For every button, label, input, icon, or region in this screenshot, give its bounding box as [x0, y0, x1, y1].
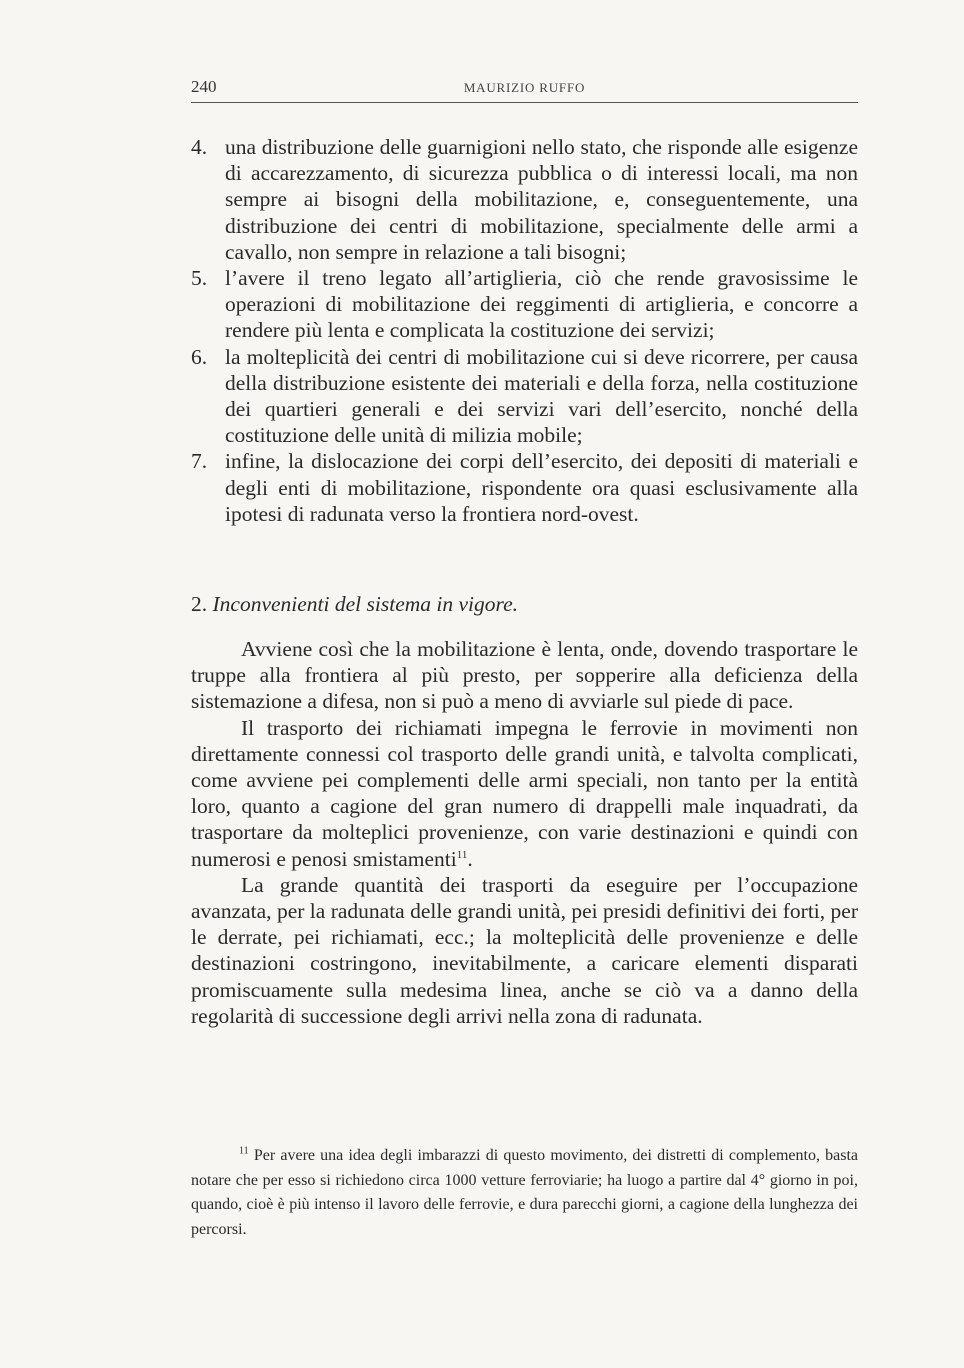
running-head: MAURIZIO RUFFO	[463, 80, 586, 95]
section-number: 2.	[191, 592, 208, 616]
list-text: una distribuzione delle guarnigioni nello stato, che risponde alle esigenze di accarezzamento, di sicurezza pubblica o di interessi locali, ma non sempre ai bisogni della mobilitazione, e, conseguentemente, una distribuzione dei centri di mobilitazione, specialmente delle armi a cavallo, non sempre in relazione a tali bisogni;	[225, 135, 858, 264]
list-number: 7.	[191, 449, 208, 474]
footnote-reference: 11	[456, 848, 468, 861]
list-item	[191, 448, 858, 527]
section-title: Inconvenienti del sistema in vigore.	[212, 592, 518, 616]
list-text: l’avere il treno legato all’artiglieria, ciò che rende gravosissime le operazioni di mobilitazione dei reggimenti di artiglieria, e concorre a rendere più lenta e complicata la costituzione dei servizi;	[225, 266, 858, 343]
paragraph-text: Il trasporto dei richiamati impegna le ferrovie in movimenti non direttamente connessi col trasporto delle grandi unità, e talvolta complicati, come avviene pei complementi delle armi speciali, non tanto per la entità loro, quanto a cagione del gran numero di drappelli male inquadrati, da trasportare da molteplici provenienze, con varie destinazioni e quindi con numerosi e penosi smistamenti	[191, 715, 858, 871]
paragraph	[191, 715, 858, 872]
page-header	[191, 76, 858, 103]
section-heading	[191, 591, 858, 617]
paragraph-end: .	[467, 846, 473, 871]
list-text: infine, la dislocazione dei corpi dell’esercito, dei depositi di materiali e degli enti di mobilitazione, rispondente ora quasi esclusivamente alla ipotesi di radunata verso la frontiera nord-ovest.	[225, 449, 858, 526]
footnote-mark: 11	[239, 1145, 249, 1157]
list-item	[191, 265, 858, 344]
list-item	[191, 344, 858, 449]
footnote	[191, 1144, 858, 1242]
paragraph: Avviene così che la mobilitazione è lenta, onde, dovendo trasportare le truppe alla frontiera al più presto, per sopperire alla deficienza della sistemazione a difesa, non si può a meno di avviarle sul piede di pace.	[191, 637, 858, 714]
body-text	[191, 636, 858, 1029]
list-item	[191, 134, 858, 265]
numbered-list	[191, 134, 858, 527]
list-number: 6.	[191, 344, 208, 369]
paragraph: La grande quantità dei trasporti da eseguire per l’occupazione avanzata, per la radunata delle grandi unità, pei presidi definitivi dei forti, per le derrate, pei richiamati, ecc.; la molteplicità delle provenienze e delle destinazioni costringono, inevitabilmente, a caricare elementi disparati promiscuamente sulla medesima linea, anche se ciò va a danno della regolarità di successione degli arrivi nella zona di radunata.	[191, 872, 858, 1028]
page-number: 240	[191, 77, 217, 96]
list-number: 4.	[191, 135, 208, 159]
list-number: 5.	[191, 266, 208, 291]
list-text: la molteplicità dei centri di mobilitazione cui si deve ricorrere, per causa della distribuzione esistente dei materiali e della forza, nella costituzione dei quartieri generali e dei servizi vari dell’esercito, nonché della costituzione delle unità di milizia mobile;	[225, 344, 858, 448]
footnote-text: Per avere una idea degli imbarazzi di questo movimento, dei distretti di complemento, basta notare che per esso si richiedono circa 1000 vetture ferroviarie; ha luogo a partire dal 4° giorno in poi, quando, cioè è più intenso il lavoro delle ferrovie, e dura parecchi giorni, a cagione della lunghezza dei percorsi.	[191, 1147, 859, 1238]
